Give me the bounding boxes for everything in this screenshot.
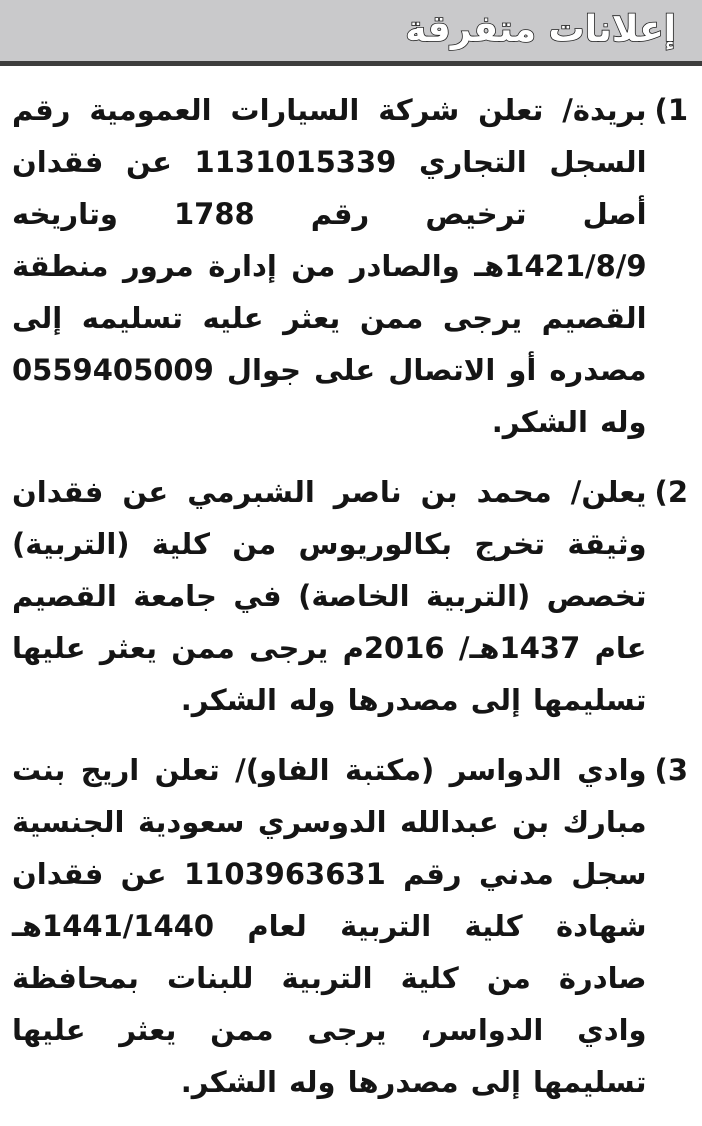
announcements-list (12, 84, 688, 1126)
announcement-item (12, 466, 688, 726)
announcement-number: 3) (654, 753, 688, 787)
announcement-item (12, 84, 688, 448)
section-header (0, 0, 702, 66)
announcement-text: يعلن/ محمد بن ناصر الشبرمي عن فقدان وثيقة تخرج بكالوريوس من كلية (التربية) تخصص (التربية الخاصة) في جامعة القصيم عام 1437هـ/ 2016م يرجى ممن يعثر عليها تسليمها إلى مصدرها وله الشكر. (12, 475, 647, 717)
announcement-item (12, 744, 688, 1108)
section-title: إعلانات متفرقة (405, 9, 676, 50)
announcement-text: بريدة/ تعلن شركة السيارات العمومية رقم السجل التجاري 1131015339 عن فقدان أصل ترخيص رقم 1788 وتاريخه 1421/8/9هـ والصادر من إدارة مرور منطقة القصيم يرجى ممن يعثر عليه تسليمه إلى مصدره أو الاتصال على جوال 0559405009 وله الشكر. (12, 93, 647, 439)
announcement-number: 1) (654, 93, 688, 127)
announcement-text: وادي الدواسر (مكتبة الفاو)/ تعلن اريج بنت مبارك بن عبدالله الدوسري سعودية الجنسية سجل مدني رقم 1103963631 عن فقدان شهادة كلية التربية لعام 1441/1440هـ صادرة من كلية التربية للبنات بمحافظة وادي الدواسر، يرجى ممن يعثر عليها تسليمها إلى مصدرها وله الشكر. (12, 753, 647, 1099)
announcement-number: 2) (654, 475, 688, 509)
